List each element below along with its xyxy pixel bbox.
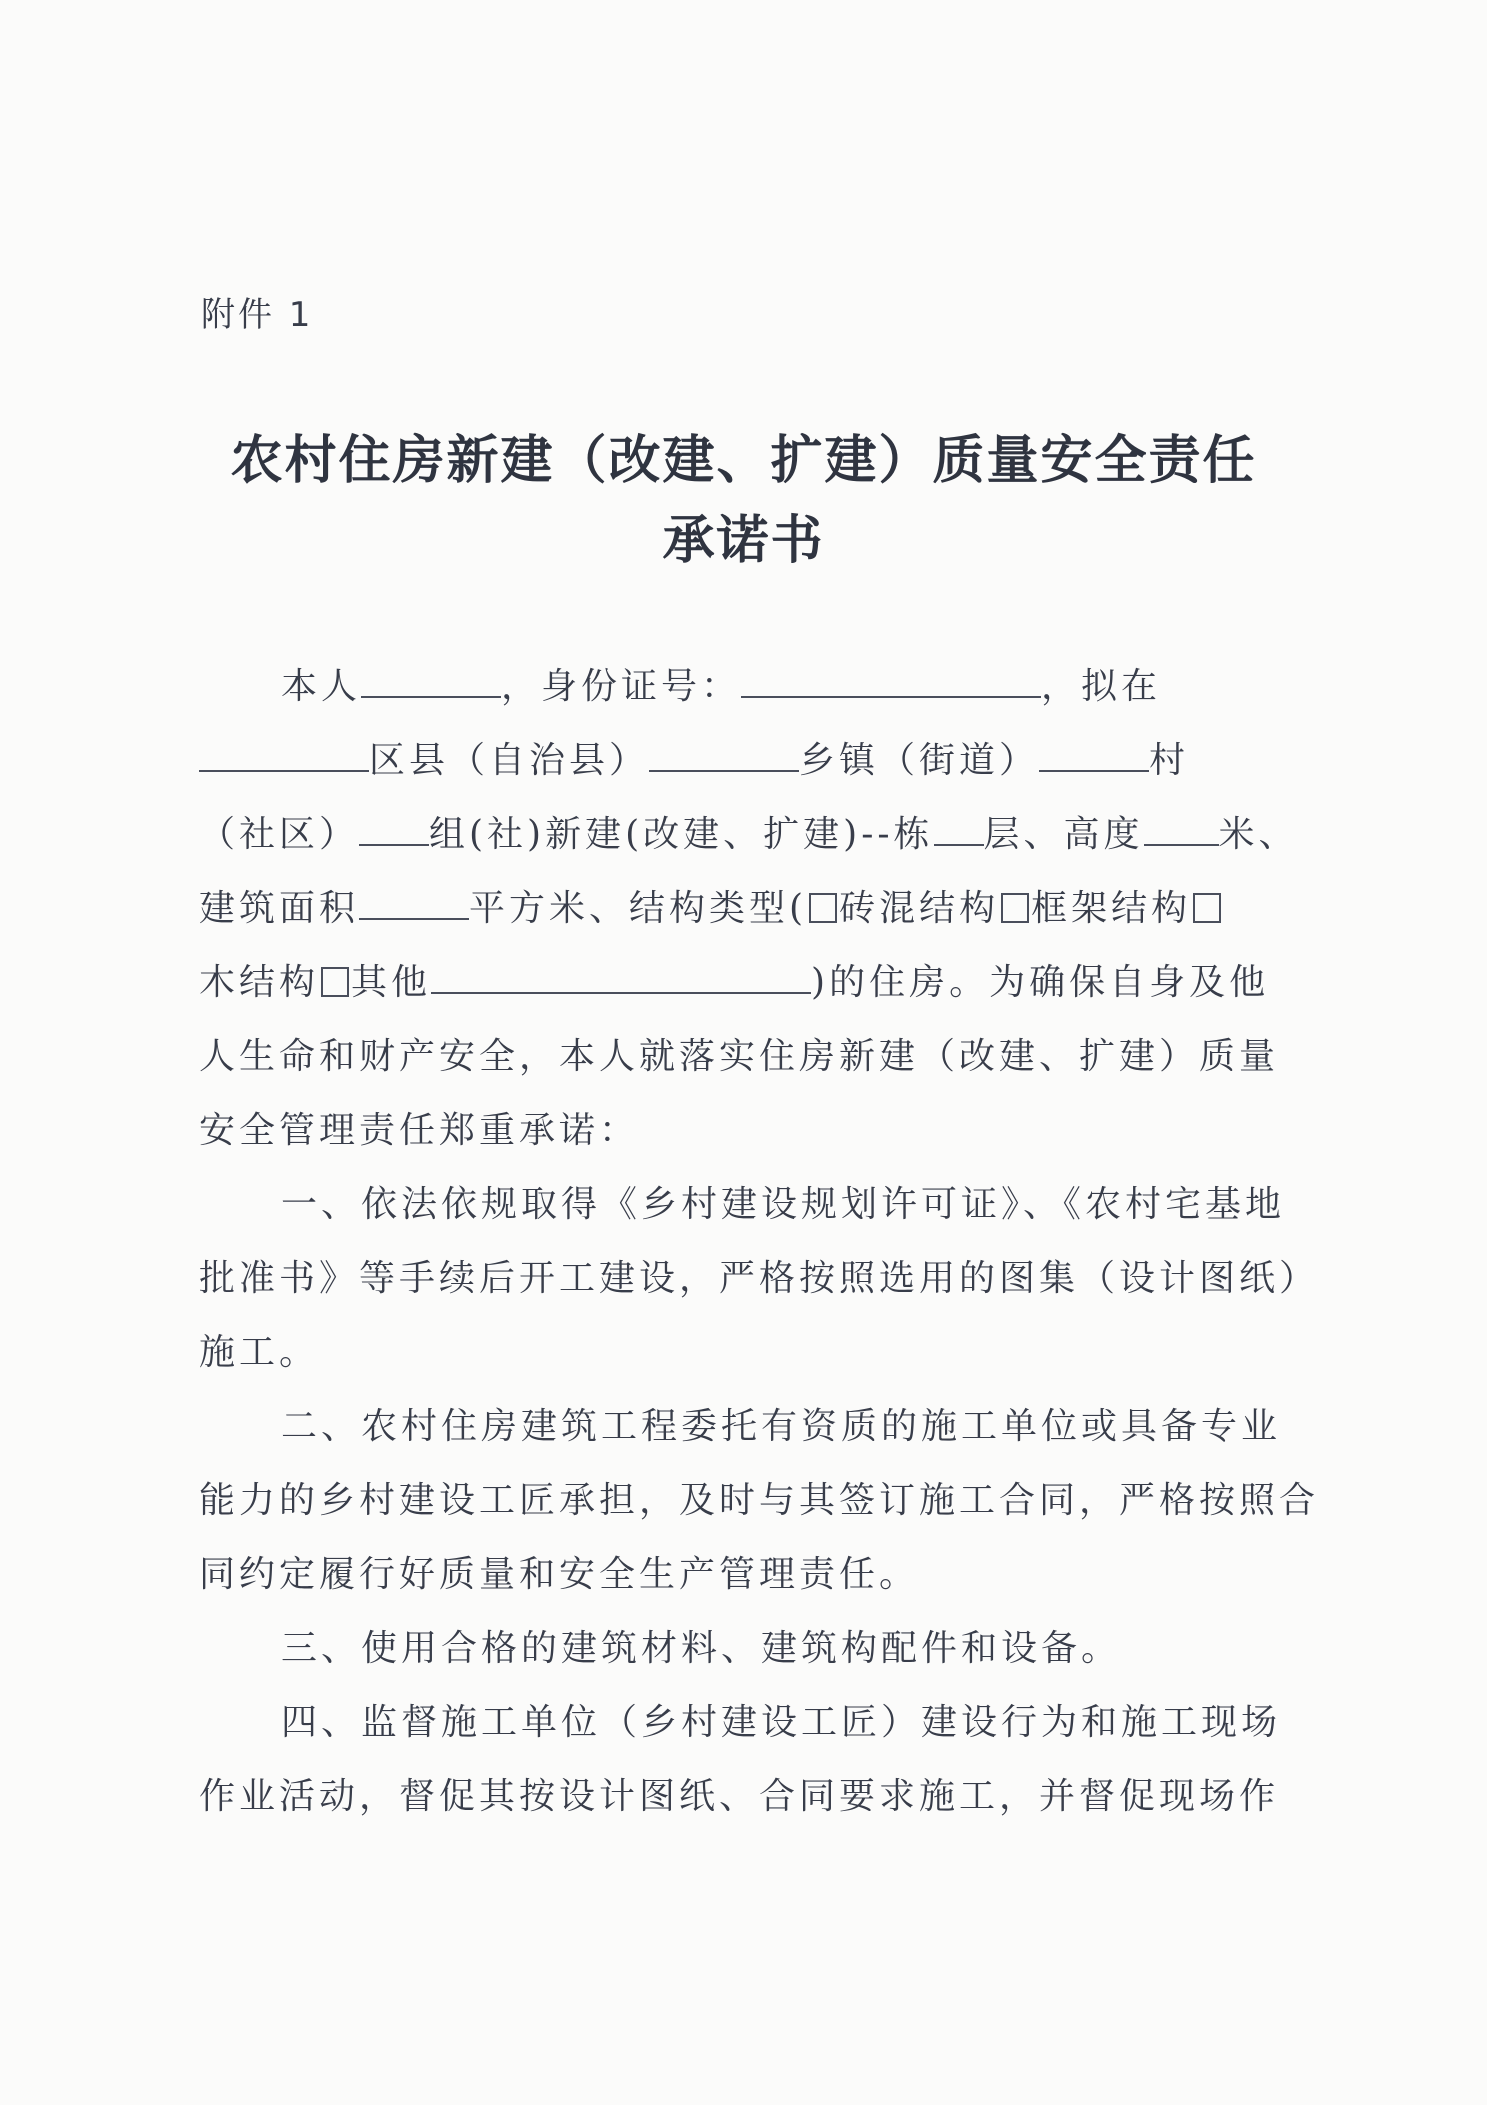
- text-fragment: 层、高度: [983, 814, 1144, 855]
- intro-line: [199, 798, 1299, 872]
- text-fragment: （社区）: [199, 814, 360, 855]
- text-fragment: 木结构: [199, 962, 320, 1003]
- commitment-3: 三、使用合格的建筑材料、建筑构配件和设备。: [281, 1628, 1122, 1669]
- text-fragment: 砖混结构: [839, 888, 1000, 929]
- group-blank[interactable]: [359, 814, 429, 846]
- intro-line: [199, 872, 1299, 946]
- intro-line: 人生命和财产安全，本人就落实住房新建（改建、扩建）质量: [199, 1036, 1280, 1077]
- text-fragment: 村: [1149, 740, 1190, 781]
- frame-checkbox[interactable]: [1001, 893, 1029, 923]
- intro-line: 安全管理责任郑重承诺：: [199, 1110, 640, 1151]
- text-fragment: 其他: [351, 962, 432, 1003]
- text-fragment: ，身份证号：: [501, 666, 742, 707]
- commitment-1: 批准书》等手续后开工建设，严格按照选用的图集（设计图纸）: [199, 1258, 1320, 1299]
- intro-line: [199, 650, 1299, 724]
- document-title-line-2: 承诺书: [662, 510, 825, 571]
- commitment-2: 同约定履行好质量和安全生产管理责任。: [199, 1554, 920, 1595]
- commitment-2: 二、农村住房建筑工程委托有资质的施工单位或具备专业: [281, 1406, 1282, 1447]
- commitment-4: 四、监督施工单位（乡村建设工匠）建设行为和施工现场: [281, 1702, 1282, 1743]
- other-checkbox[interactable]: [321, 967, 349, 997]
- intro-line: [199, 724, 1299, 798]
- intro-line: [199, 946, 1299, 1020]
- commitment-2: 能力的乡村建设工匠承担，及时与其签订施工合同，严格按照合: [199, 1480, 1320, 1521]
- wood-checkbox[interactable]: [1193, 893, 1221, 923]
- height-blank[interactable]: [1144, 814, 1219, 846]
- commitment-1: 一、依法依规取得《乡村建设规划许可证》、《农村宅基地: [281, 1184, 1286, 1225]
- other-structure-blank[interactable]: [431, 962, 811, 994]
- text-fragment: 建筑面积: [199, 888, 360, 929]
- text-fragment: 区县（自治县）: [369, 740, 650, 781]
- village-blank[interactable]: [1039, 740, 1149, 772]
- township-blank[interactable]: [649, 740, 799, 772]
- area-blank[interactable]: [359, 888, 469, 920]
- text-fragment: 本人: [281, 666, 362, 707]
- document-title-line-1: 农村住房新建（改建、扩建）质量安全责任: [230, 430, 1257, 491]
- text-fragment: 平方米、结构类型(: [469, 888, 808, 929]
- district-blank[interactable]: [199, 740, 369, 772]
- id-number-blank[interactable]: [741, 666, 1041, 698]
- text-fragment: )的住房。为确保自身及他: [811, 962, 1270, 1003]
- floors-blank[interactable]: [934, 814, 984, 846]
- text-fragment: 组(社)新建(改建、扩建)--栋: [429, 814, 934, 855]
- brick-concrete-checkbox[interactable]: [809, 893, 837, 923]
- document-body: [199, 650, 1320, 1834]
- text-fragment: ，拟在: [1041, 666, 1162, 707]
- text-fragment: 米、: [1218, 814, 1299, 855]
- commitment-1: 施工。: [199, 1332, 320, 1373]
- text-fragment: 乡镇（街道）: [799, 740, 1040, 781]
- commitment-4: 作业活动，督促其按设计图纸、合同要求施工，并督促现场作: [199, 1776, 1280, 1817]
- name-blank[interactable]: [361, 666, 501, 698]
- text-fragment: 框架结构: [1031, 888, 1192, 929]
- attachment-label: 附件 1: [201, 295, 314, 335]
